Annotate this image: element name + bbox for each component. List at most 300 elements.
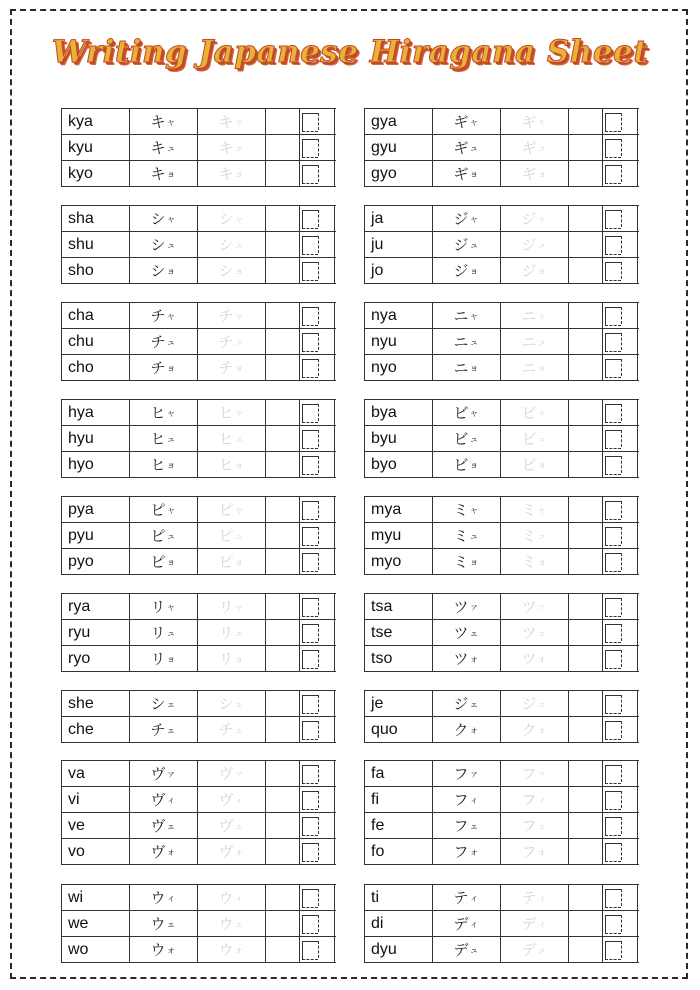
writing-space[interactable]: [266, 761, 300, 786]
katakana-trace-small: ァ: [537, 770, 548, 780]
practice-cell[interactable]: [603, 594, 638, 619]
practice-box-icon: [605, 456, 621, 474]
writing-space[interactable]: [569, 355, 603, 380]
writing-space[interactable]: [569, 549, 603, 574]
romaji-label: pyo: [62, 549, 130, 574]
katakana-trace-small: ォ: [537, 726, 548, 736]
katakana-model-main: ウ: [150, 915, 167, 933]
katakana-trace-main: ミ: [521, 527, 538, 545]
katakana-trace-small: ェ: [234, 920, 245, 930]
practice-cell[interactable]: [300, 911, 335, 936]
practice-cell[interactable]: [603, 109, 638, 134]
practice-cell[interactable]: [603, 258, 638, 283]
table-row: [365, 839, 639, 865]
katakana-model: [433, 426, 501, 451]
practice-cell[interactable]: [603, 232, 638, 257]
practice-cell[interactable]: [603, 161, 638, 186]
practice-cell[interactable]: [300, 937, 335, 962]
writing-space[interactable]: [266, 813, 300, 838]
katakana-model-small: ャ: [166, 409, 177, 419]
practice-cell[interactable]: [300, 452, 335, 477]
romaji-label: nya: [365, 303, 433, 328]
romaji-label: fe: [365, 813, 433, 838]
kana-group: [364, 690, 639, 743]
practice-cell[interactable]: [603, 355, 638, 380]
writing-space[interactable]: [266, 206, 300, 231]
katakana-model-main: ジ: [453, 695, 470, 713]
katakana-trace-main: チ: [218, 307, 235, 325]
writing-space[interactable]: [569, 646, 603, 671]
practice-cell[interactable]: [603, 452, 638, 477]
katakana-trace: [501, 691, 569, 716]
romaji-label: wi: [62, 885, 130, 910]
romaji-label: shu: [62, 232, 130, 257]
katakana-trace: [198, 885, 266, 910]
katakana-trace-main: フ: [521, 765, 538, 783]
writing-space[interactable]: [569, 258, 603, 283]
katakana-model: [130, 355, 198, 380]
romaji-label: kyo: [62, 161, 130, 186]
katakana-trace-main: シ: [218, 210, 235, 228]
writing-space[interactable]: [569, 937, 603, 962]
katakana-model-main: フ: [453, 817, 470, 835]
practice-box-icon: [605, 501, 621, 519]
practice-cell[interactable]: [603, 787, 638, 812]
katakana-model-small: ィ: [166, 894, 177, 904]
writing-space[interactable]: [266, 303, 300, 328]
katakana-trace-main: ウ: [218, 941, 235, 959]
practice-box-icon: [605, 915, 621, 933]
practice-cell[interactable]: [603, 813, 638, 838]
practice-cell[interactable]: [603, 937, 638, 962]
katakana-model-main: ピ: [150, 527, 167, 545]
practice-cell[interactable]: [300, 839, 335, 864]
writing-space[interactable]: [266, 691, 300, 716]
katakana-trace-main: ツ: [521, 598, 538, 616]
katakana-trace-small: ェ: [234, 726, 245, 736]
practice-cell[interactable]: [603, 329, 638, 354]
practice-cell[interactable]: [300, 813, 335, 838]
practice-cell[interactable]: [300, 691, 335, 716]
katakana-model-small: ャ: [469, 312, 480, 322]
katakana-model-small: ォ: [469, 726, 480, 736]
katakana-model: [433, 594, 501, 619]
katakana-model-main: ミ: [453, 553, 470, 571]
katakana-trace-small: ョ: [234, 364, 245, 374]
writing-space[interactable]: [569, 813, 603, 838]
practice-cell[interactable]: [300, 400, 335, 425]
katakana-model-main: シ: [150, 210, 167, 228]
practice-cell[interactable]: [300, 135, 335, 160]
katakana-trace: [198, 717, 266, 742]
katakana-trace-small: ョ: [537, 558, 548, 568]
katakana-trace: [198, 620, 266, 645]
katakana-model-main: ビ: [453, 404, 470, 422]
writing-space[interactable]: [266, 911, 300, 936]
writing-space[interactable]: [569, 135, 603, 160]
writing-space[interactable]: [266, 232, 300, 257]
practice-cell[interactable]: [603, 206, 638, 231]
practice-cell[interactable]: [300, 329, 335, 354]
practice-box-icon: [605, 553, 621, 571]
romaji-label: byu: [365, 426, 433, 451]
practice-cell[interactable]: [300, 232, 335, 257]
katakana-model: [433, 109, 501, 134]
writing-space[interactable]: [266, 258, 300, 283]
writing-space[interactable]: [569, 523, 603, 548]
kana-group: [364, 399, 639, 478]
kana-group: [61, 690, 336, 743]
katakana-model-main: ジ: [453, 236, 470, 254]
practice-cell[interactable]: [603, 620, 638, 645]
writing-space[interactable]: [266, 355, 300, 380]
writing-space[interactable]: [266, 329, 300, 354]
katakana-model-small: ェ: [469, 629, 480, 639]
table-row: [365, 109, 639, 135]
katakana-model-small: ェ: [166, 700, 177, 710]
katakana-trace-main: ク: [521, 721, 538, 739]
katakana-model-small: ュ: [166, 629, 177, 639]
practice-cell[interactable]: [300, 426, 335, 451]
katakana-trace: [501, 161, 569, 186]
writing-space[interactable]: [266, 885, 300, 910]
katakana-model-main: フ: [453, 843, 470, 861]
katakana-trace-main: ビ: [521, 430, 538, 448]
writing-space[interactable]: [569, 303, 603, 328]
practice-cell[interactable]: [603, 911, 638, 936]
katakana-trace-main: ツ: [521, 650, 538, 668]
writing-space[interactable]: [569, 787, 603, 812]
romaji-label: hya: [62, 400, 130, 425]
table-row: [62, 400, 336, 426]
katakana-model-small: ュ: [469, 144, 480, 154]
katakana-model: [130, 400, 198, 425]
romaji-label: di: [365, 911, 433, 936]
katakana-model-small: ャ: [166, 118, 177, 128]
katakana-trace: [198, 911, 266, 936]
writing-space[interactable]: [569, 761, 603, 786]
practice-box-icon: [302, 695, 318, 713]
writing-space[interactable]: [266, 497, 300, 522]
katakana-model: [433, 787, 501, 812]
writing-space[interactable]: [569, 232, 603, 257]
katakana-trace: [198, 523, 266, 548]
practice-cell[interactable]: [300, 206, 335, 231]
practice-cell[interactable]: [603, 646, 638, 671]
practice-cell[interactable]: [300, 109, 335, 134]
practice-cell[interactable]: [603, 691, 638, 716]
katakana-model-main: テ: [453, 889, 470, 907]
writing-space[interactable]: [569, 426, 603, 451]
katakana-model-main: ウ: [150, 941, 167, 959]
romaji-label: tso: [365, 646, 433, 671]
katakana-trace: [501, 206, 569, 231]
katakana-trace-main: ニ: [521, 359, 538, 377]
practice-box-icon: [302, 456, 318, 474]
katakana-model: [130, 523, 198, 548]
writing-space[interactable]: [569, 497, 603, 522]
romaji-label: cho: [62, 355, 130, 380]
table-row: [365, 761, 639, 787]
practice-box-icon: [605, 165, 621, 183]
katakana-trace-main: フ: [521, 817, 538, 835]
practice-cell[interactable]: [603, 497, 638, 522]
katakana-model-main: チ: [150, 307, 167, 325]
practice-cell[interactable]: [300, 497, 335, 522]
katakana-model-main: シ: [150, 695, 167, 713]
writing-space[interactable]: [569, 620, 603, 645]
katakana-model-main: ビ: [453, 430, 470, 448]
practice-cell[interactable]: [300, 355, 335, 380]
katakana-model-main: フ: [453, 765, 470, 783]
katakana-model: [130, 717, 198, 742]
katakana-trace: [198, 937, 266, 962]
practice-cell[interactable]: [603, 303, 638, 328]
katakana-trace-small: ァ: [537, 603, 548, 613]
katakana-model-small: ョ: [166, 558, 177, 568]
katakana-model-small: ョ: [166, 170, 177, 180]
katakana-trace-small: ォ: [234, 848, 245, 858]
practice-cell[interactable]: [603, 400, 638, 425]
katakana-model-main: フ: [453, 791, 470, 809]
practice-cell[interactable]: [300, 761, 335, 786]
writing-space[interactable]: [569, 400, 603, 425]
writing-space[interactable]: [266, 937, 300, 962]
table-row: [365, 594, 639, 620]
romaji-label: fo: [365, 839, 433, 864]
katakana-model-main: ニ: [453, 333, 470, 351]
practice-box-icon: [302, 236, 318, 254]
table-row: [365, 206, 639, 232]
romaji-label: we: [62, 911, 130, 936]
practice-box-icon: [302, 430, 318, 448]
katakana-trace: [198, 258, 266, 283]
romaji-label: ryu: [62, 620, 130, 645]
katakana-model-main: ビ: [453, 456, 470, 474]
katakana-trace-main: リ: [218, 650, 235, 668]
katakana-model: [433, 135, 501, 160]
writing-space[interactable]: [266, 594, 300, 619]
writing-space[interactable]: [569, 109, 603, 134]
katakana-trace-main: ピ: [218, 527, 235, 545]
table-row: [62, 303, 336, 329]
table-row: [62, 549, 336, 575]
katakana-trace-small: ュ: [234, 435, 245, 445]
katakana-model: [130, 135, 198, 160]
katakana-trace-small: ィ: [234, 796, 245, 806]
practice-cell[interactable]: [300, 549, 335, 574]
katakana-trace-small: ィ: [234, 894, 245, 904]
romaji-label: myo: [365, 549, 433, 574]
practice-cell[interactable]: [300, 258, 335, 283]
table-row: [62, 523, 336, 549]
practice-cell[interactable]: [603, 717, 638, 742]
writing-space[interactable]: [569, 839, 603, 864]
katakana-model-small: ュ: [166, 241, 177, 251]
practice-cell[interactable]: [603, 885, 638, 910]
writing-space[interactable]: [266, 620, 300, 645]
katakana-model-main: チ: [150, 721, 167, 739]
katakana-trace-main: シ: [218, 262, 235, 280]
practice-box-icon: [605, 843, 621, 861]
katakana-model-main: ツ: [453, 598, 470, 616]
katakana-trace-small: ュ: [537, 241, 548, 251]
katakana-trace-main: ジ: [521, 695, 538, 713]
writing-space[interactable]: [266, 135, 300, 160]
writing-space[interactable]: [569, 691, 603, 716]
practice-cell[interactable]: [300, 620, 335, 645]
romaji-label: gyu: [365, 135, 433, 160]
practice-box-icon: [605, 236, 621, 254]
katakana-model-main: ヒ: [150, 404, 167, 422]
table-row: [62, 161, 336, 187]
katakana-model: [433, 258, 501, 283]
writing-space[interactable]: [266, 549, 300, 574]
practice-cell[interactable]: [300, 161, 335, 186]
katakana-model-small: ュ: [469, 241, 480, 251]
katakana-trace-small: ャ: [537, 409, 548, 419]
katakana-model-small: ァ: [469, 770, 480, 780]
practice-box-icon: [605, 359, 621, 377]
table-row: [62, 885, 336, 911]
writing-space[interactable]: [569, 452, 603, 477]
table-row: [62, 109, 336, 135]
katakana-trace: [198, 206, 266, 231]
practice-cell[interactable]: [300, 787, 335, 812]
katakana-model-small: ョ: [469, 364, 480, 374]
writing-space[interactable]: [266, 523, 300, 548]
kana-group: [364, 205, 639, 284]
katakana-trace: [501, 355, 569, 380]
katakana-model-small: ェ: [469, 822, 480, 832]
katakana-model: [433, 646, 501, 671]
katakana-model-small: ェ: [166, 822, 177, 832]
writing-space[interactable]: [266, 717, 300, 742]
katakana-trace: [501, 426, 569, 451]
table-row: [365, 329, 639, 355]
katakana-model-small: ャ: [469, 118, 480, 128]
romaji-label: bya: [365, 400, 433, 425]
katakana-trace-small: ィ: [537, 894, 548, 904]
katakana-model-main: ギ: [453, 139, 470, 157]
writing-space[interactable]: [569, 329, 603, 354]
katakana-trace-main: ウ: [218, 915, 235, 933]
katakana-trace: [501, 452, 569, 477]
katakana-model-main: ツ: [453, 650, 470, 668]
katakana-model: [130, 232, 198, 257]
practice-cell[interactable]: [603, 761, 638, 786]
practice-box-icon: [302, 791, 318, 809]
writing-space[interactable]: [266, 452, 300, 477]
katakana-trace-main: ヒ: [218, 456, 235, 474]
katakana-model: [433, 452, 501, 477]
romaji-label: pyu: [62, 523, 130, 548]
practice-cell[interactable]: [300, 717, 335, 742]
writing-space[interactable]: [569, 911, 603, 936]
writing-space[interactable]: [266, 109, 300, 134]
romaji-label: va: [62, 761, 130, 786]
katakana-trace-small: ョ: [234, 558, 245, 568]
katakana-model: [433, 620, 501, 645]
table-row: [62, 646, 336, 672]
kana-group: [61, 884, 336, 963]
katakana-trace-main: シ: [218, 236, 235, 254]
writing-space[interactable]: [569, 161, 603, 186]
katakana-trace-small: ォ: [537, 655, 548, 665]
katakana-trace: [198, 549, 266, 574]
table-row: [365, 523, 639, 549]
katakana-trace: [501, 258, 569, 283]
katakana-model-small: ョ: [469, 558, 480, 568]
practice-cell[interactable]: [300, 594, 335, 619]
katakana-trace-main: ギ: [521, 139, 538, 157]
katakana-trace-small: ュ: [537, 144, 548, 154]
practice-cell[interactable]: [603, 839, 638, 864]
practice-cell[interactable]: [300, 885, 335, 910]
writing-space[interactable]: [266, 400, 300, 425]
writing-space[interactable]: [266, 161, 300, 186]
practice-cell[interactable]: [300, 523, 335, 548]
practice-cell[interactable]: [603, 549, 638, 574]
practice-cell[interactable]: [300, 646, 335, 671]
katakana-trace-main: ウ: [218, 889, 235, 907]
katakana-trace: [198, 646, 266, 671]
table-row: [62, 787, 336, 813]
katakana-model-small: ョ: [166, 655, 177, 665]
table-row: [62, 258, 336, 284]
katakana-model: [130, 885, 198, 910]
katakana-trace-small: ョ: [537, 267, 548, 277]
katakana-trace-main: ギ: [521, 165, 538, 183]
katakana-trace-main: ジ: [521, 236, 538, 254]
romaji-label: ja: [365, 206, 433, 231]
katakana-trace: [501, 329, 569, 354]
katakana-trace: [501, 303, 569, 328]
writing-space[interactable]: [266, 426, 300, 451]
katakana-trace-small: ョ: [234, 655, 245, 665]
practice-box-icon: [605, 695, 621, 713]
katakana-trace-small: ョ: [537, 170, 548, 180]
practice-cell[interactable]: [300, 303, 335, 328]
writing-space[interactable]: [266, 646, 300, 671]
table-row: [365, 717, 639, 743]
table-row: [365, 911, 639, 937]
writing-space[interactable]: [266, 839, 300, 864]
practice-cell[interactable]: [603, 426, 638, 451]
katakana-model-main: チ: [150, 359, 167, 377]
katakana-trace: [198, 232, 266, 257]
katakana-model-main: リ: [150, 650, 167, 668]
katakana-trace-main: ピ: [218, 553, 235, 571]
practice-cell[interactable]: [603, 523, 638, 548]
table-row: [62, 691, 336, 717]
romaji-label: ve: [62, 813, 130, 838]
writing-space[interactable]: [569, 885, 603, 910]
writing-space[interactable]: [569, 206, 603, 231]
katakana-model: [433, 549, 501, 574]
katakana-model: [130, 813, 198, 838]
writing-space[interactable]: [266, 787, 300, 812]
practice-cell[interactable]: [603, 135, 638, 160]
practice-box-icon: [605, 817, 621, 835]
writing-space[interactable]: [569, 717, 603, 742]
romaji-label: hyu: [62, 426, 130, 451]
katakana-model-main: ジ: [453, 262, 470, 280]
writing-space[interactable]: [569, 594, 603, 619]
katakana-model: [130, 329, 198, 354]
katakana-model-small: ィ: [469, 796, 480, 806]
katakana-trace: [501, 232, 569, 257]
